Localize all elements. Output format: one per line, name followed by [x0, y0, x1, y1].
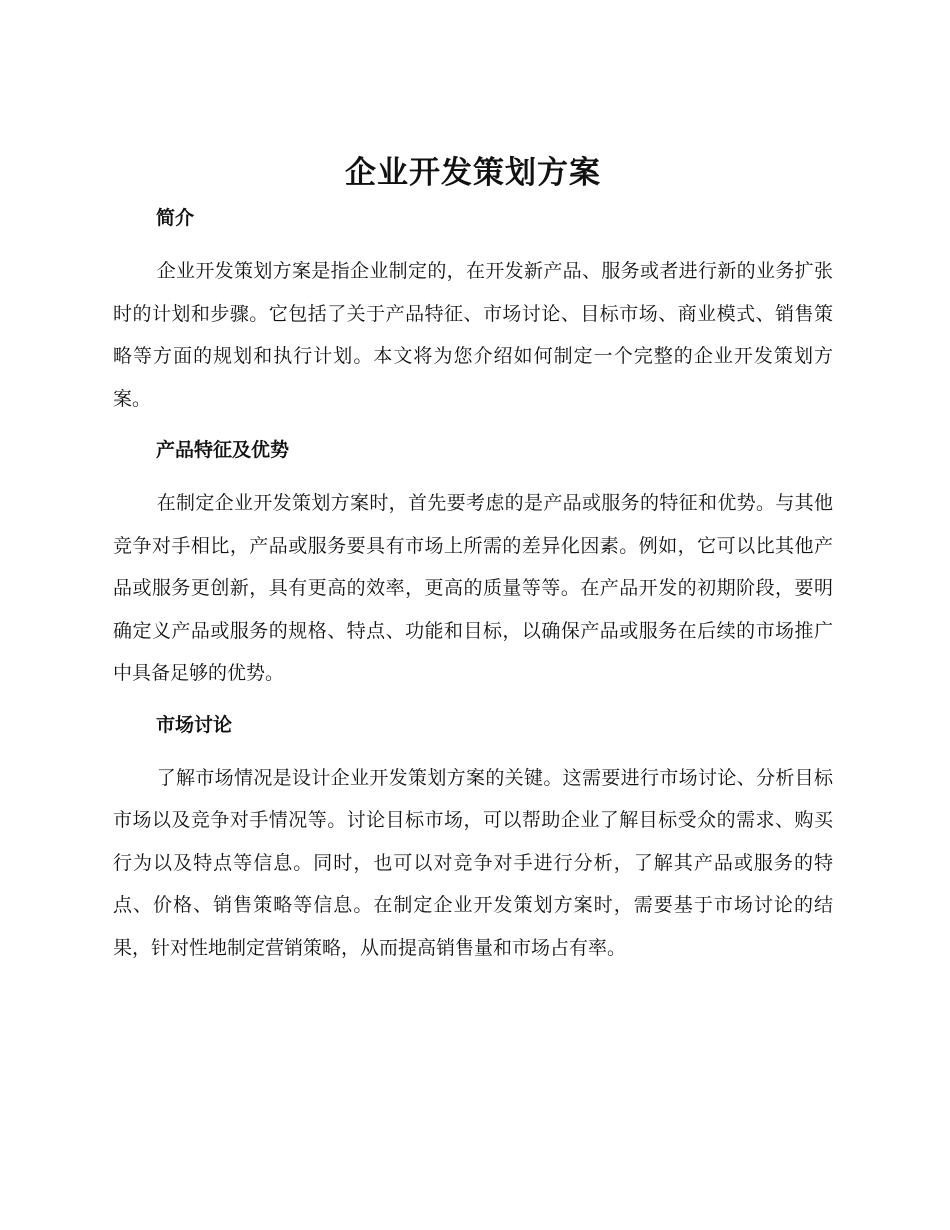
section-paragraph-market-discussion: 了解市场情况是设计企业开发策划方案的关键。这需要进行市场讨论、分析目标市场以及竞争对手情况等。讨论目标市场，可以帮助企业了解目标受众的需求、购买行为以及特点等信息。同时，也可以对竞争对手进行分析，了解其产品或服务的特点、价格、销售策略等信息。在制定企业开发策划方案时，需要基于市场讨论的结果，针对性地制定营销策略，从而提高销售量和市场占有率。 [113, 766, 833, 959]
section-heading-intro: 简介 [156, 207, 195, 229]
section-heading-product-features: 产品特征及优势 [156, 439, 290, 461]
section-paragraph-product-features: 在制定企业开发策划方案时，首先要考虑的是产品或服务的特征和优势。与其他竞争对手相比，产品或服务要具有市场上所需的差异化因素。例如，它可以比其他产品或服务更创新，具有更高的效率，更高的质量等等。在产品开发的初期阶段，要明确定义产品或服务的规格、特点、功能和目标，以确保产品或服务在后续的市场推广中具备足够的优势。 [113, 492, 833, 684]
section-paragraph-intro: 企业开发策划方案是指企业制定的，在开发新产品、服务或者进行新的业务扩张时的计划和步骤。它包括了关于产品特征、市场讨论、目标市场、商业模式、销售策略等方面的规划和执行计划。本文将为您介绍如何制定一个完整的企业开发策划方案。 [113, 260, 833, 410]
document-body [113, 148, 833, 969]
document-title: 企业开发策划方案 [345, 155, 601, 191]
section-heading-market-discussion: 市场讨论 [156, 713, 233, 736]
